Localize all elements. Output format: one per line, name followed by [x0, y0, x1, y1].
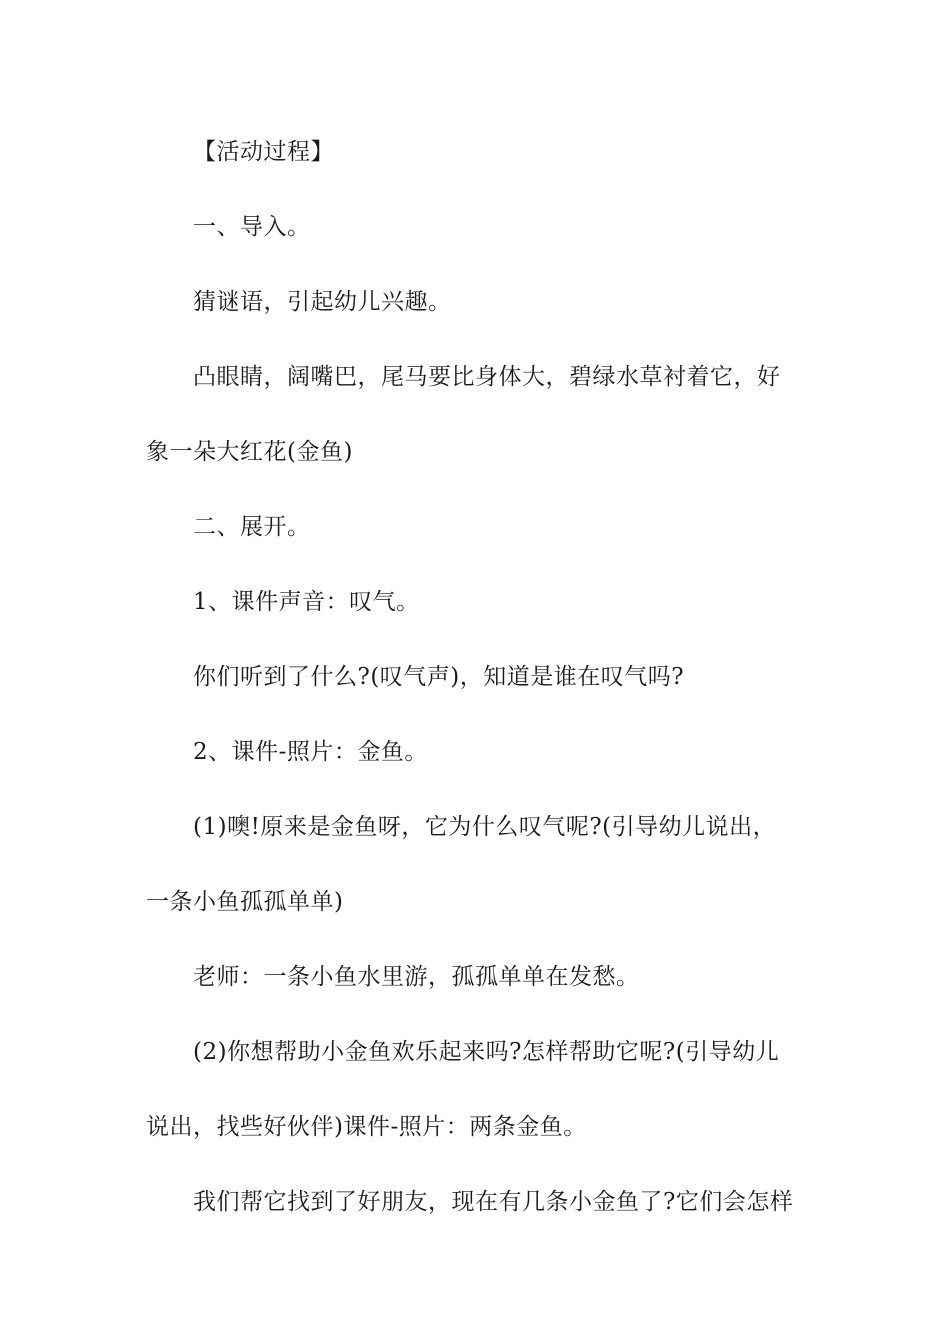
paragraph-line: 我们帮它找到了好朋友，现在有几条小金鱼了?它们会怎样	[193, 1189, 794, 1215]
paragraph-line: 2、课件-照片：金鱼。	[193, 739, 428, 765]
paragraph-line: 老师：一条小鱼水里游，孤孤单单在发愁。	[193, 964, 640, 990]
paragraph-line: (1)噢!原来是金鱼呀，它为什么叹气呢?(引导幼儿说出，	[193, 814, 777, 840]
paragraph-line: 你们听到了什么?(叹气声)，知道是谁在叹气吗?	[193, 664, 685, 690]
section-heading: 【活动过程】	[193, 139, 334, 165]
paragraph-line: 象一朵大红花(金鱼)	[146, 439, 353, 465]
step-heading-intro: 一、导入。	[193, 214, 311, 240]
paragraph-line: 一条小鱼孤孤单单)	[146, 889, 344, 915]
paragraph-line: 1、课件声音：叹气。	[193, 589, 420, 615]
step-heading-expand: 二、展开。	[193, 514, 311, 540]
paragraph-line: (2)你想帮助小金鱼欢乐起来吗?怎样帮助它呢?(引导幼儿	[193, 1039, 780, 1065]
paragraph-line: 凸眼睛，阔嘴巴，尾马要比身体大，碧绿水草衬着它，好	[193, 364, 781, 390]
paragraph-line: 说出，找些好伙伴)课件-照片：两条金鱼。	[146, 1114, 587, 1140]
paragraph-line: 猜谜语，引起幼儿兴趣。	[193, 289, 452, 315]
